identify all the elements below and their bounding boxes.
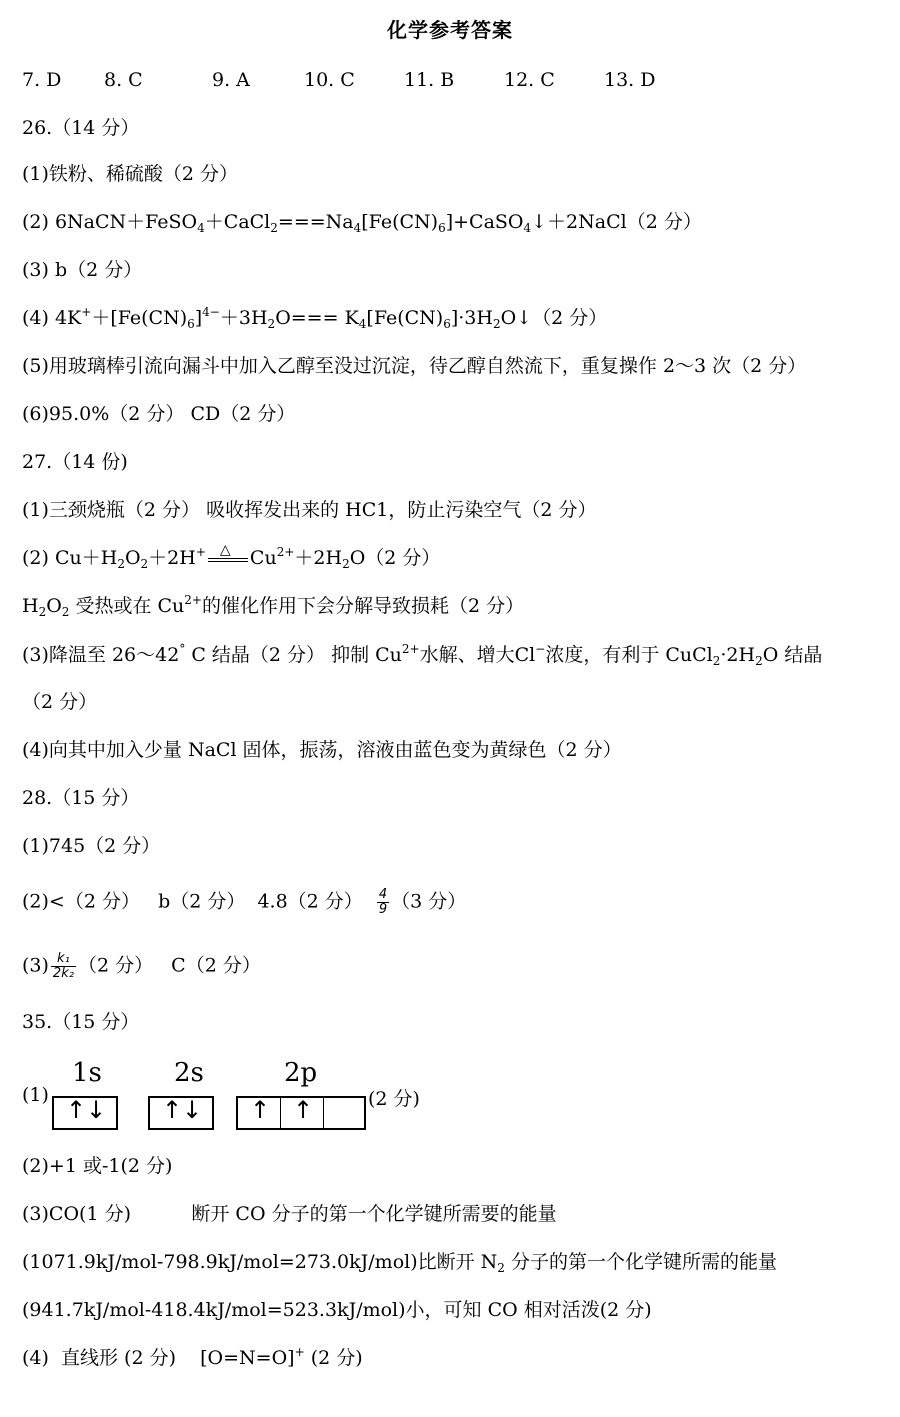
orbital-diagram (22, 1058, 462, 1138)
q28-answer-2: (2)<（2 分） b（2 分） 4.8（2 分） $\frac{4}{9}$ （3 分） (22, 887, 467, 917)
q27-answer-3: (3)降温至 26～42° C 结晶（2 分） 抑制 $Cu^{2+}$水解、增大Cl−浓度，有利于 $CuCl_2\cdot 2H_2O$ 结晶 (22, 642, 823, 668)
q35-answer-3c: (941.7kJ/mol-418.4kJ/mol=523.3kJ/mol)小，可知 CO 相对活泼(2 分) (22, 1299, 652, 1321)
q27-header: 27.（14 份) (22, 451, 128, 473)
fraction: $\frac{\text{k₁}}{\text{2k₂}}$ (52, 951, 74, 981)
mc-answer: 10. C (304, 69, 355, 91)
heating-condition: △ (206, 546, 250, 566)
mc-answer: 7. D (22, 69, 62, 91)
spin-down-arrow: ↓ (182, 1096, 203, 1124)
q35-answer-1-label: (1) (22, 1084, 49, 1106)
q26-answer-4: (4) $4K^++[Fe(CN)_6]^{4-}+3H_2O===$ $K_4[Fe(CN)_6]\cdot 3H_2O↓(2$ 分） (22, 305, 608, 331)
fraction: $\frac{4}{9}$ (378, 887, 388, 917)
q26-answer-2: (2) $6NaCN+FeSO_4+CaCl_2===Na_4[Fe(CN)_6]+CaSO_4↓+2NaCl(2$ 分） (22, 211, 702, 235)
q35-answer-1-score: (2 分) (368, 1088, 420, 1110)
q35-answer-4: (4) 直线形 (2 分) [O=N=O]+ (2 分) (22, 1345, 363, 1369)
spin-up-arrow: ↑ (162, 1096, 183, 1124)
q27-answer-2b: $H_2O_2$ 受热或在 $Cu^{2+}$的催化作用下会分解导致损耗（2 分） (22, 593, 525, 619)
spin-down-arrow: ↓ (86, 1096, 107, 1124)
mc-answer: 13. D (604, 69, 656, 91)
q27-answer-2: (2) $Cu+H_2O_2+2H^+$ △ $Cu^{2+}+2H_2O(2$ 分） (22, 542, 441, 571)
mc-answer: 11. B (404, 69, 455, 91)
orbital-box-1s (52, 1096, 118, 1130)
q27-answer-4: (4)向其中加入少量 NaCl 固体，振荡，溶液由蓝色变为黄绿色（2 分） (22, 739, 622, 761)
q26-answer-5: (5)用玻璃棒引流向漏斗中加入乙醇至没过沉淀，待乙醇自然流下，重复操作 2～3 次（2 分） (22, 355, 807, 377)
page-title: 化学参考答案 (387, 18, 513, 42)
q35-answer-3: (3)CO(1 分) 断开 CO 分子的第一个化学键所需要的能量 (22, 1203, 557, 1225)
mc-answer: 8. C (104, 69, 143, 91)
orbital-label-2p: 2p (284, 1058, 318, 1088)
mc-answer: 9. A (212, 69, 250, 91)
q26-answer-6: (6)95.0%（2 分） CD（2 分） (22, 403, 296, 425)
q26-answer-3: (3) b（2 分） (22, 259, 143, 281)
spin-up-arrow: ↑ (250, 1096, 271, 1124)
orbital-label-1s: 1s (72, 1058, 102, 1088)
q26-answer-1: (1)铁粉、稀硫酸（2 分） (22, 163, 239, 185)
q27-answer-1: (1)三颈烧瓶（2 分） 吸收挥发出来的 HC1，防止污染空气（2 分） (22, 499, 597, 521)
q27-answer-3-cont: （2 分） (22, 691, 98, 713)
q28-header: 28.（15 分） (22, 787, 140, 809)
q35-header: 35.（15 分） (22, 1011, 140, 1033)
orbital-box-2s (148, 1096, 214, 1130)
spin-up-arrow: ↑ (293, 1096, 314, 1124)
orbital-box-2p (236, 1096, 366, 1130)
mc-answers (22, 68, 656, 92)
spin-up-arrow: ↑ (66, 1096, 87, 1124)
orbital-label-2s: 2s (174, 1058, 204, 1088)
q28-answer-1: (1)745（2 分） (22, 835, 161, 857)
q28-answer-3: (3) $\frac{\text{k₁}}{\text{2k₂}}$ （2 分） C（2 分） (22, 951, 261, 981)
mc-answer: 12. C (504, 69, 555, 91)
q26-header: 26.（14 分） (22, 117, 140, 139)
q35-answer-3b: (1071.9kJ/mol-798.9kJ/mol=273.0kJ/mol)比断开 $N_2$ 分子的第一个化学键所需的能量 (22, 1251, 777, 1275)
q35-answer-2: (2)+1 或-1(2 分) (22, 1155, 173, 1177)
